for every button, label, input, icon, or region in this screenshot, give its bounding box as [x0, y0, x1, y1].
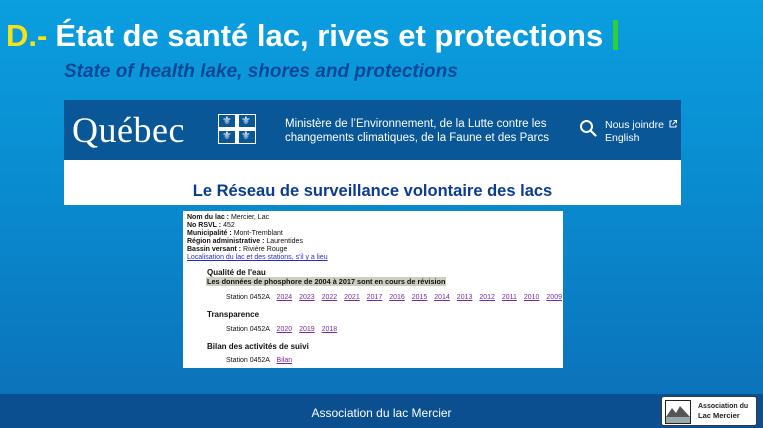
- external-link-icon: [669, 120, 677, 128]
- rsvl-number-row: No RSVL : 452: [187, 222, 235, 229]
- year-link-2012[interactable]: 2012: [479, 294, 495, 301]
- accent-bar: [613, 20, 618, 50]
- footer-text: Association du lac Mercier: [311, 406, 452, 420]
- year-link-2023[interactable]: 2023: [299, 294, 315, 301]
- search-icon[interactable]: [579, 119, 597, 137]
- followup-heading: Bilan des activités de suivi: [207, 342, 309, 351]
- slide-title: [6, 18, 618, 62]
- quebec-logo[interactable]: Québec: [72, 110, 185, 150]
- logo-line-2: Lac Mercier: [698, 411, 740, 420]
- phosphorus-notice: Les données de phosphore de 2004 à 2017 sont en cours de révision: [207, 277, 446, 286]
- ministry-line-1: Ministère de l’Environnement, de la Lutte contre les: [285, 118, 547, 130]
- station-label: Station 0452A: [226, 326, 270, 333]
- fleur-de-lis-flag-icon: ⚜ ⚜ ⚜ ⚜: [218, 114, 256, 144]
- followup-station-row: [226, 357, 292, 364]
- transparency-station-row: [226, 326, 337, 333]
- year-link-2017[interactable]: 2017: [366, 294, 383, 301]
- station-label: Station 0452A: [226, 294, 270, 301]
- ministry-line-2: changements climatiques, de la Faune et des Parcs: [285, 132, 550, 144]
- english-link[interactable]: English: [605, 132, 640, 144]
- logo-line-1: Association du: [698, 403, 749, 410]
- year-link-2015[interactable]: 2015: [411, 294, 428, 301]
- contact-link[interactable]: [605, 119, 677, 132]
- year-link-2010[interactable]: 2010: [523, 294, 540, 301]
- lake-landscape-icon: [665, 400, 691, 424]
- quebec-banner: [64, 100, 681, 160]
- year-link-2009[interactable]: 2009: [546, 294, 562, 301]
- rsvl-header: [64, 160, 681, 205]
- year-link-2021[interactable]: 2021: [344, 294, 360, 301]
- contact-link-label: Nous joindre: [605, 119, 664, 131]
- year-link-2016[interactable]: 2016: [389, 294, 405, 301]
- slide-footer: [0, 394, 763, 428]
- title-text: État de santé lac, rives et protections: [55, 18, 604, 53]
- water-quality-station-row: [226, 294, 562, 301]
- lake-detail-panel: [183, 211, 563, 368]
- location-link[interactable]: Localisation du lac et des stations, s'il y a lieu: [187, 254, 328, 261]
- transparency-heading: Transparence: [207, 310, 260, 319]
- region-row: Région administrative : Laurentides: [187, 238, 303, 245]
- rsvl-title: Le Réseau de surveillance volontaire des lacs: [192, 182, 553, 200]
- lake-name-row: Nom du lac : Mercier, Lac: [187, 214, 270, 221]
- year-link-2018[interactable]: 2018: [321, 326, 338, 333]
- year-link-2014[interactable]: 2014: [434, 294, 450, 301]
- water-quality-heading: Qualité de l'eau: [207, 268, 266, 277]
- year-link-2022[interactable]: 2022: [321, 294, 338, 301]
- watershed-row: Bassin versant : Rivière Rouge: [187, 246, 288, 253]
- year-link-2011[interactable]: 2011: [501, 294, 517, 301]
- ministry-name: [285, 117, 549, 145]
- year-link-2020[interactable]: 2020: [276, 326, 293, 333]
- title-prefix: D.: [6, 18, 37, 53]
- station-label: Station 0452A: [226, 357, 270, 364]
- year-link-2013[interactable]: 2013: [456, 294, 473, 301]
- title-dash: -: [37, 18, 48, 53]
- municipality-row: Municipalité : Mont-Tremblant: [187, 230, 283, 237]
- slide-subtitle: State of health lake, shores and protections: [64, 61, 458, 82]
- header-links: [605, 119, 677, 145]
- year-link-2019[interactable]: 2019: [299, 326, 315, 333]
- bilan-link[interactable]: Bilan: [276, 357, 293, 364]
- association-logo: [661, 396, 757, 426]
- year-link-2024[interactable]: 2024: [276, 294, 293, 301]
